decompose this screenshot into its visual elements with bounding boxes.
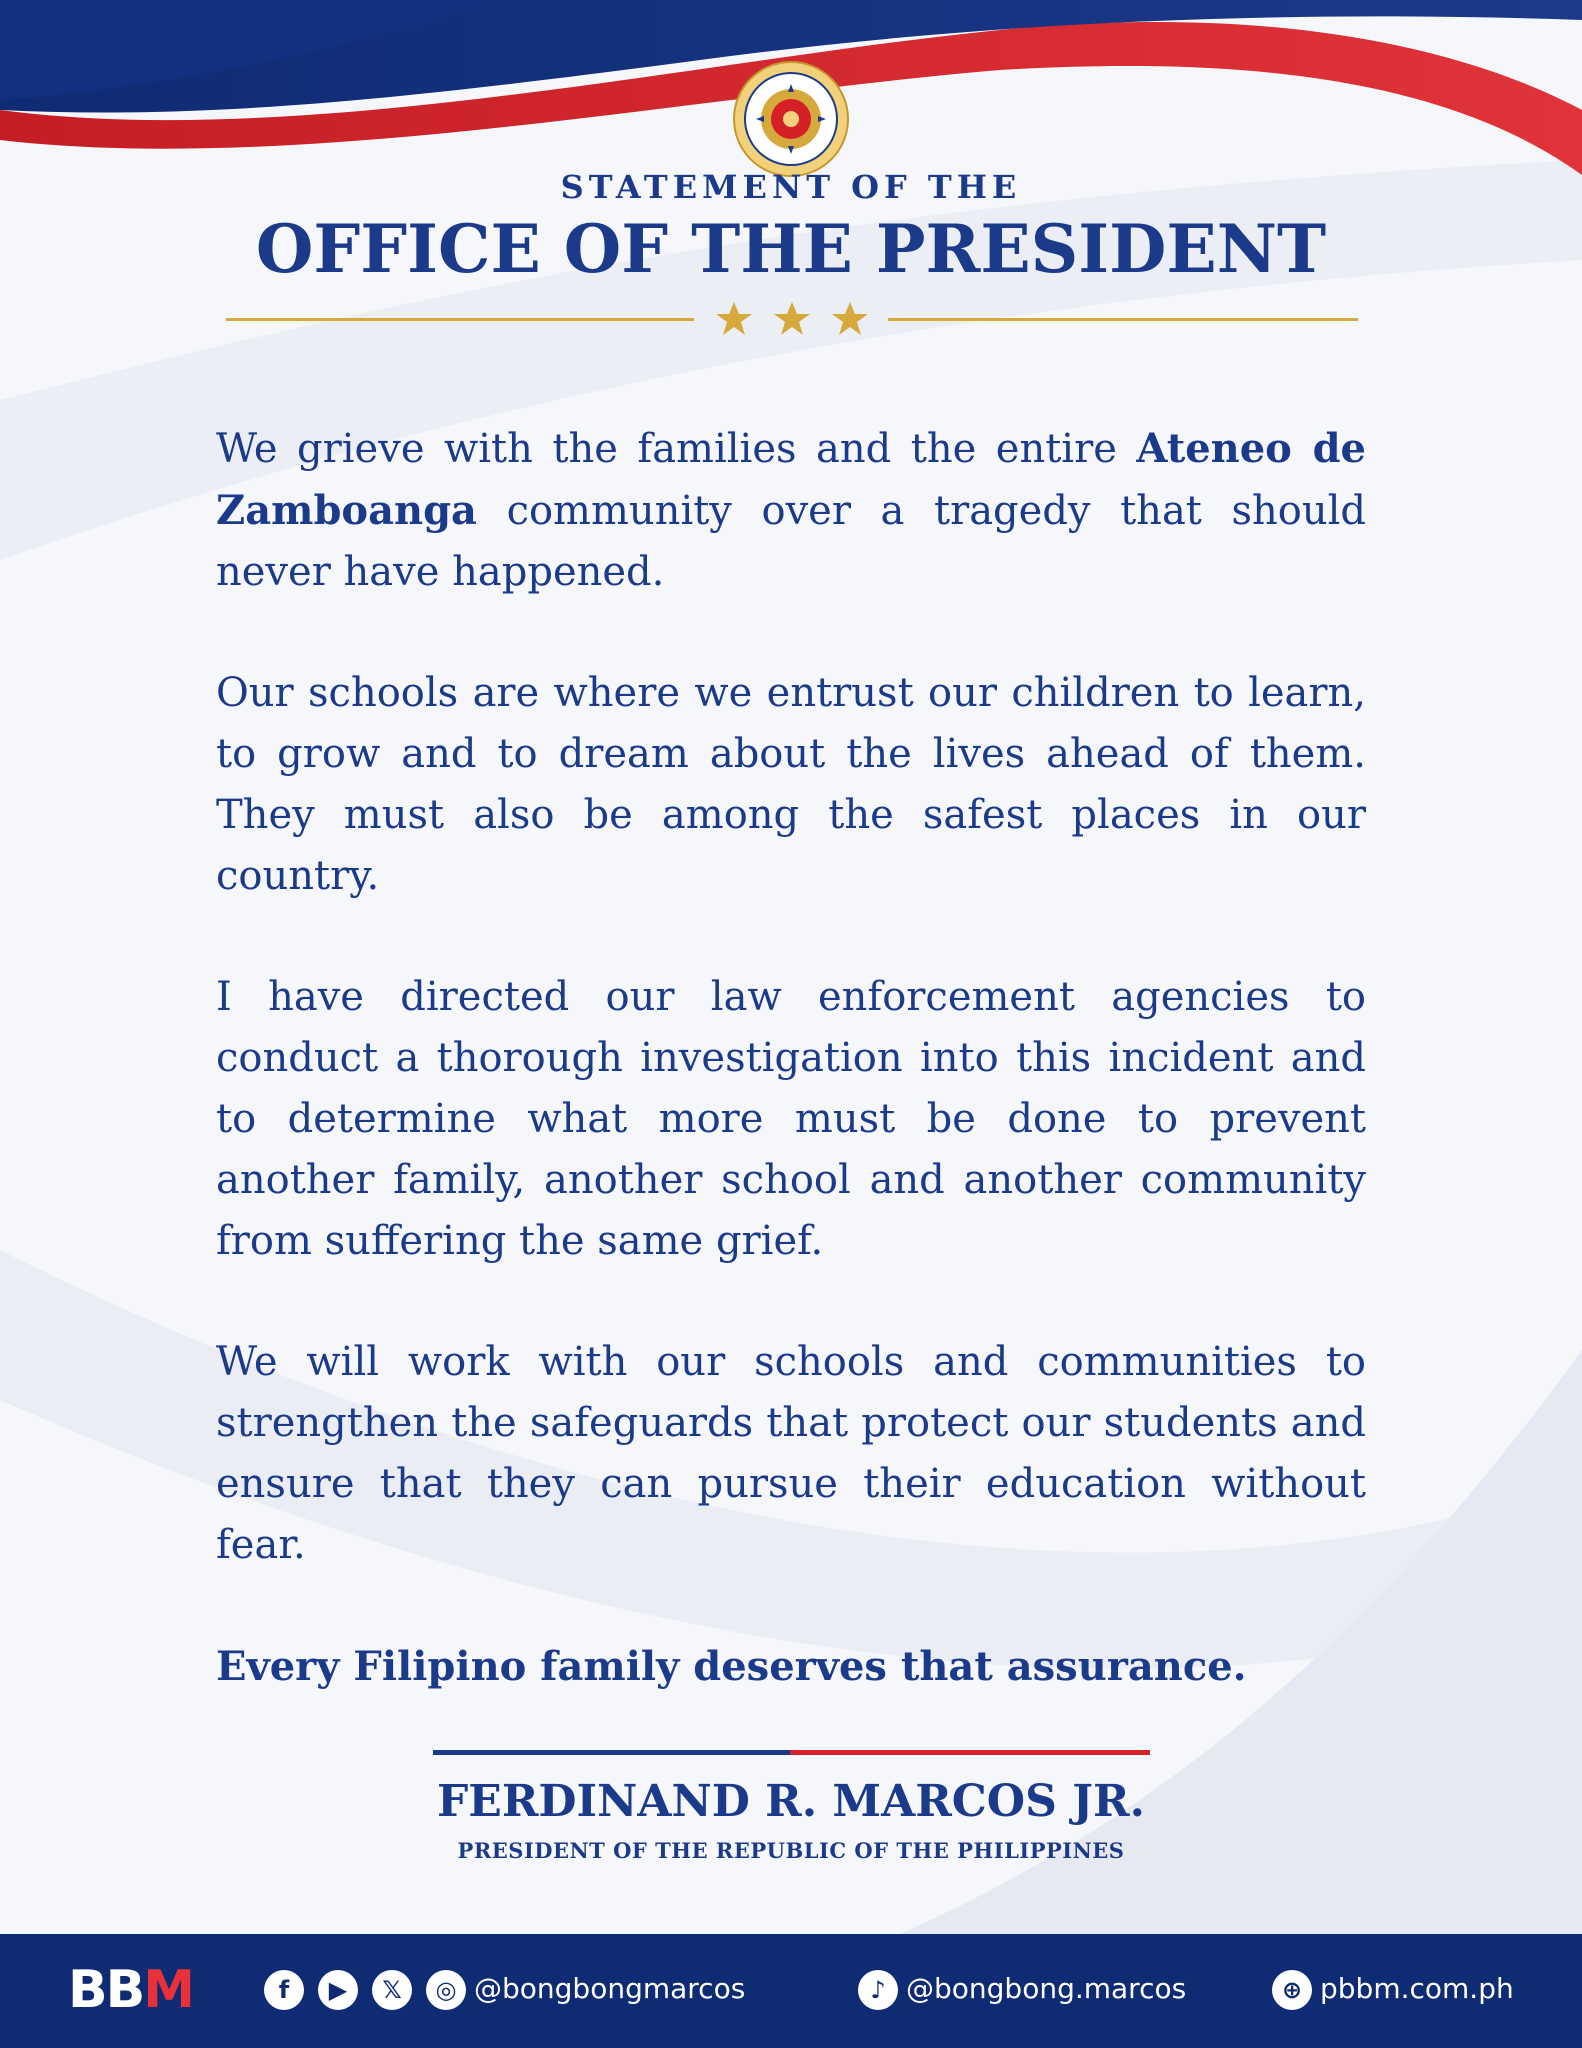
bbm-logo: BBM	[68, 1960, 194, 2020]
paragraph-1: We grieve with the families and the entire Ateneo de Zamboanga community over a tragedy that should never have happened.	[216, 425, 1366, 595]
gold-divider-right	[888, 318, 1358, 321]
office-of-the-president-heading: OFFICE OF THE PRESIDENT	[255, 210, 1327, 288]
footer-bar	[0, 1934, 1582, 2048]
gold-divider-left	[226, 318, 694, 321]
facebook-icon[interactable]: f	[264, 1970, 304, 2010]
paragraph-4: We will work with our schools and communities to strengthen the safeguards that protect our students and ensure that they can pursue their education without fear.	[216, 1339, 1366, 1568]
signature-line-red	[790, 1750, 1150, 1755]
x-icon[interactable]: 𝕏	[372, 1970, 412, 2010]
paragraph-2: Our schools are where we entrust our children to learn, to grow and to dream about the lives ahead of them. They must also be among the safest places in our country.	[216, 670, 1366, 899]
youtube-icon[interactable]: ▶	[318, 1970, 358, 2010]
statement-of-the-heading: STATEMENT OF THE	[560, 168, 1022, 206]
signatory-name: FERDINAND R. MARCOS JR.	[437, 1776, 1145, 1827]
three-stars-icon	[714, 298, 870, 340]
social-handle[interactable]: @bongbongmarcos	[474, 1972, 746, 2005]
closing-line: Every Filipino family deserves that assurance.	[216, 1643, 1247, 1690]
ateneo-de-zamboanga: Ateneo de Zamboanga	[216, 425, 1366, 534]
signatory-title: PRESIDENT OF THE REPUBLIC OF THE PHILIPPINES	[457, 1838, 1125, 1863]
tiktok-handle[interactable]: @bongbong.marcos	[906, 1972, 1187, 2005]
instagram-icon[interactable]: ◎	[426, 1970, 466, 2010]
paragraph-3: I have directed our law enforcement agencies to conduct a thorough investigation into this incident and to determine what more must be done to prevent another family, another school and another community from suffering the same grief.	[216, 974, 1366, 1264]
tiktok-icon[interactable]: ♪	[858, 1970, 898, 2010]
statement-body	[216, 418, 1366, 1757]
globe-icon[interactable]: ⊕	[1272, 1970, 1312, 2010]
website-link[interactable]: pbbm.com.ph	[1320, 1972, 1514, 2005]
presidential-seal	[732, 60, 850, 178]
signature-line-blue	[433, 1750, 790, 1755]
